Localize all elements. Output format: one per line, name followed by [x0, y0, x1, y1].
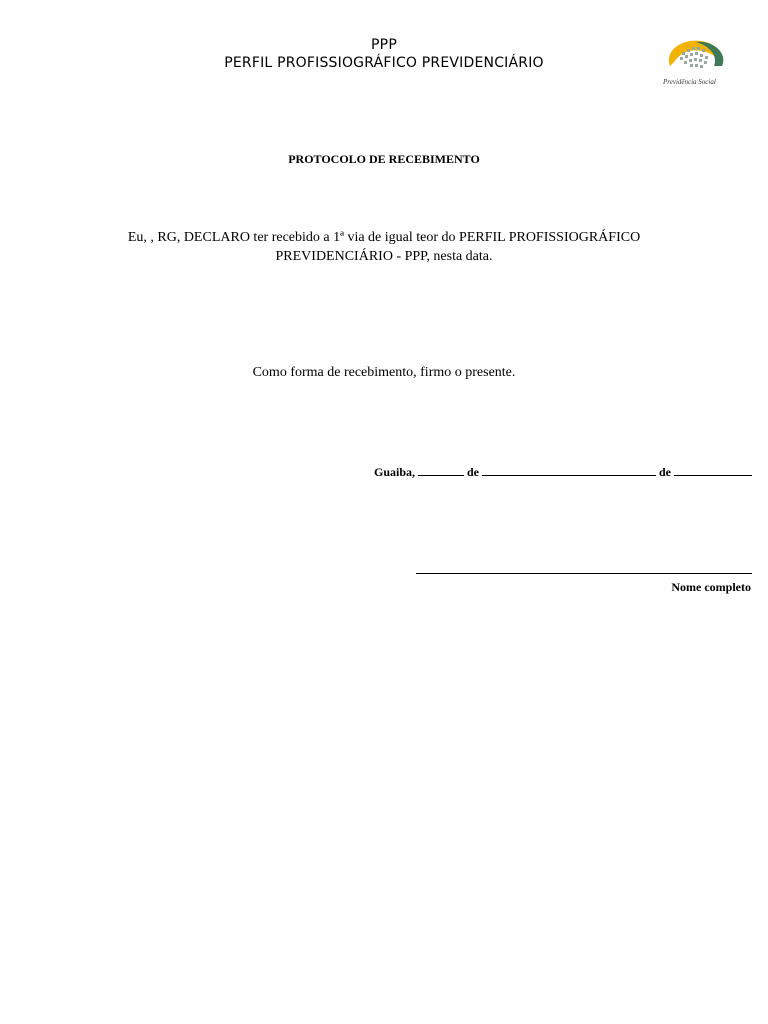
declaration-paragraph [0, 228, 768, 266]
declaration-line-2: PREVIDENCIÁRIO - PPP, nesta data. [275, 249, 493, 264]
signature-line [416, 573, 752, 574]
declaration-line-1: Eu, , RG, DECLARO ter recebido a 1ª via de igual teor do PERFIL PROFISSIOGRÁFICO [127, 230, 641, 245]
date-city: Guaiba, [373, 465, 415, 479]
date-de-1: de [467, 465, 479, 479]
date-de-2: de [659, 465, 671, 479]
year-blank [674, 464, 752, 476]
day-blank [418, 464, 464, 476]
header-line-1: PPP [371, 37, 397, 53]
header-line-2: PERFIL PROFISSIOGRÁFICO PREVIDENCIÁRIO [224, 55, 544, 71]
month-blank [482, 464, 656, 476]
logo-caption: Previdência Social [663, 78, 716, 86]
closing-statement: Como forma de recebimento, firmo o presente. [252, 365, 516, 380]
date-line [374, 464, 752, 480]
document-title: PROTOCOLO DE RECEBIMENTO [288, 152, 480, 166]
signature-label: Nome completo [671, 580, 751, 594]
